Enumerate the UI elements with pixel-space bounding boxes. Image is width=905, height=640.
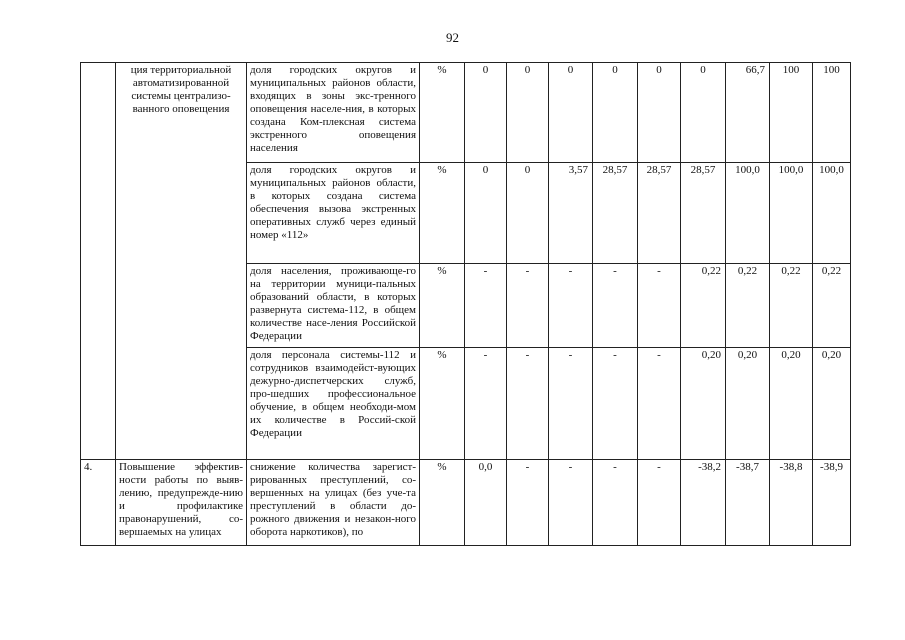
measure-name: Повышение эффектив-ности работы по выяв-лению, предупрежде-нию и профилактике правонарушений, со-вершаемых на улицах [119, 461, 243, 538]
value-cell: 0,22 [681, 264, 726, 348]
value-cell: - [507, 348, 549, 460]
value-cell: 100,0 [813, 163, 851, 264]
value-cell: - [507, 460, 549, 546]
value-cell: 0,22 [726, 264, 770, 348]
value-cell: - [507, 264, 549, 348]
value-cell: 100,0 [726, 163, 770, 264]
page-number: 92 [446, 30, 459, 45]
value-cell: - [638, 460, 681, 546]
indicator-cell: доля населения, проживающе-го на территории муници-пальных образований области, в которых развернута система-112, в общем количестве насе-ления Российской Федерации [247, 264, 420, 348]
table-row [81, 460, 851, 546]
value-cell: 0 [638, 63, 681, 163]
value-cell: 0 [507, 163, 549, 264]
value-cell: 0,20 [813, 348, 851, 460]
value-cell: 0 [593, 63, 638, 163]
row-number-cell [81, 63, 116, 460]
value-cell: - [638, 264, 681, 348]
unit-cell: % [420, 460, 465, 546]
value-cell: 0 [465, 163, 507, 264]
unit-cell: % [420, 163, 465, 264]
value-cell: - [593, 460, 638, 546]
table-row [81, 63, 851, 163]
row-number-cell: 4. [81, 460, 116, 546]
value-cell: - [549, 460, 593, 546]
indicator-cell: доля персонала системы-112 и сотрудников взаимодейст-вующих дежурно-диспетчерских служб, про-шедших профессиональное обучение, в общем необходи-мом их количестве в Россий-ской Федерации [247, 348, 420, 460]
value-cell: 0 [465, 63, 507, 163]
value-cell: 0,20 [681, 348, 726, 460]
measure-name: ция территориальной автоматизированной системы централизо-ванного оповещения [130, 64, 232, 115]
value-cell: -38,2 [681, 460, 726, 546]
value-cell: - [465, 348, 507, 460]
value-cell: 28,57 [638, 163, 681, 264]
value-cell: - [549, 348, 593, 460]
value-cell: 0,22 [813, 264, 851, 348]
indicator-cell: доля городских округов и муниципальных районов области, в которых создана система обеспечения вызова экстренных оперативных служб через единый номер «112» [247, 163, 420, 264]
value-cell: 0 [507, 63, 549, 163]
value-cell: - [549, 264, 593, 348]
value-cell: 66,7 [726, 63, 770, 163]
unit-cell: % [420, 264, 465, 348]
value-cell: 3,57 [549, 163, 593, 264]
value-cell: - [593, 264, 638, 348]
value-cell: 100 [770, 63, 813, 163]
measure-name-cell [116, 63, 247, 460]
value-cell: -38,8 [770, 460, 813, 546]
value-cell: -38,9 [813, 460, 851, 546]
value-cell: 100,0 [770, 163, 813, 264]
indicators-table [80, 62, 851, 546]
value-cell: 28,57 [593, 163, 638, 264]
measure-name-cell [116, 460, 247, 546]
value-cell: 0,20 [726, 348, 770, 460]
indicator-cell: доля городских округов и муниципальных районов области, входящих в зоны экс-тренного оповещения населе-ния, в которых создана Ком-плексная система экстренного оповещения населения [247, 63, 420, 163]
value-cell: 0,0 [465, 460, 507, 546]
unit-cell: % [420, 63, 465, 163]
value-cell: 0,22 [770, 264, 813, 348]
value-cell: - [638, 348, 681, 460]
value-cell: 0 [681, 63, 726, 163]
value-cell: 100 [813, 63, 851, 163]
value-cell: 0,20 [770, 348, 813, 460]
value-cell: 0 [549, 63, 593, 163]
indicator-cell: снижение количества зарегист-рированных преступлений, со-вершенных на улицах (без уче-та преступлений в области до-рожного движения и незакон-ного оборота наркотиков), по [247, 460, 420, 546]
value-cell: 28,57 [681, 163, 726, 264]
value-cell: - [465, 264, 507, 348]
value-cell: -38,7 [726, 460, 770, 546]
unit-cell: % [420, 348, 465, 460]
value-cell: - [593, 348, 638, 460]
